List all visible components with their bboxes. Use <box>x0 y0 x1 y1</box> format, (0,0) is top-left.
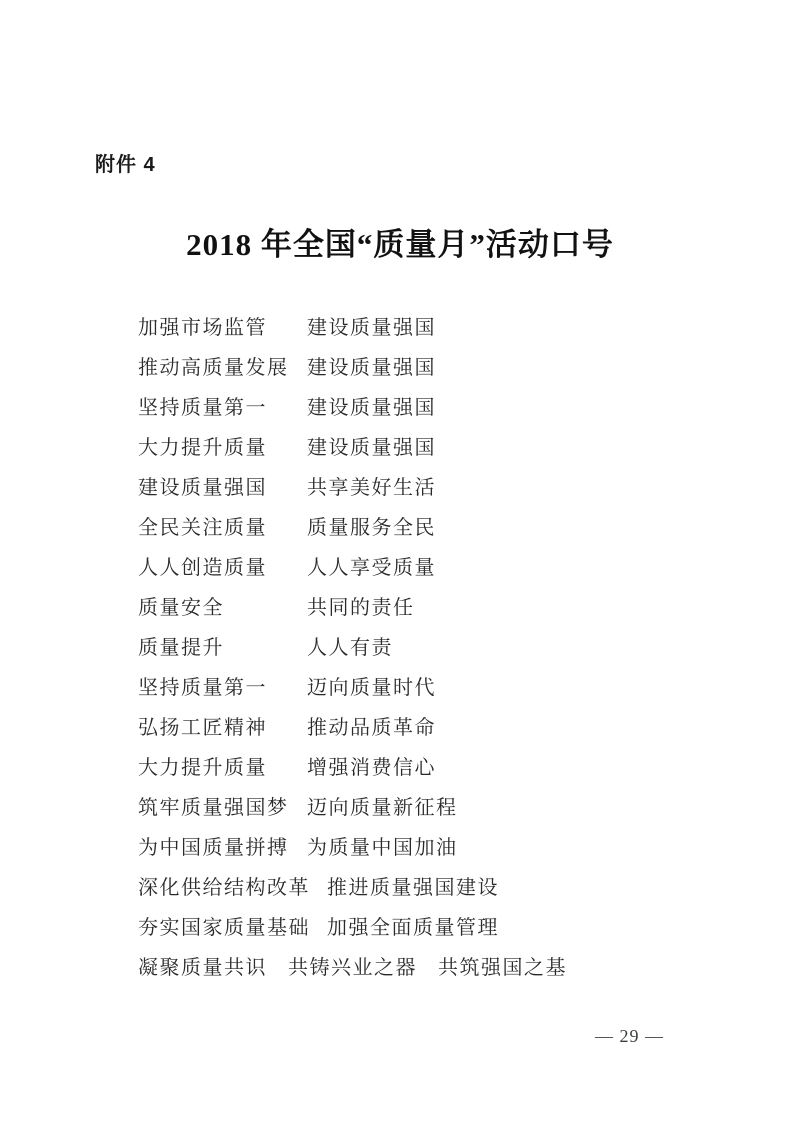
slogan-part: 夯实国家质量基础 <box>138 916 310 939</box>
slogan-row <box>138 545 698 585</box>
slogan-row <box>138 665 698 705</box>
slogan-part: 人人享受质量 <box>307 556 436 579</box>
slogan-part: 推动高质量发展 <box>138 356 289 379</box>
slogan-row <box>138 825 698 865</box>
slogan-part: 筑牢质量强国梦 <box>138 796 289 819</box>
slogan-row <box>138 705 698 745</box>
slogan-part: 共同的责任 <box>307 596 415 619</box>
slogan-row <box>138 585 698 625</box>
slogan-part: 建设质量强国 <box>307 436 436 459</box>
slogan-part: 增强消费信心 <box>307 756 436 779</box>
slogan-row <box>138 385 698 425</box>
slogan-part: 建设质量强国 <box>138 476 267 499</box>
slogan-part: 推进质量强国建设 <box>327 876 499 899</box>
slogan-row <box>138 945 698 985</box>
slogan-row <box>138 785 698 825</box>
slogan-part: 建设质量强国 <box>307 316 436 339</box>
slogan-part: 坚持质量第一 <box>138 676 267 699</box>
slogan-part: 建设质量强国 <box>307 356 436 379</box>
slogan-part: 全民关注质量 <box>138 516 267 539</box>
slogan-list <box>138 305 698 985</box>
slogan-part: 推动品质革命 <box>307 716 436 739</box>
slogan-part: 坚持质量第一 <box>138 396 267 419</box>
slogan-row <box>138 505 698 545</box>
slogan-part: 深化供给结构改革 <box>138 876 310 899</box>
slogan-part: 人人有责 <box>307 636 393 659</box>
slogan-row <box>138 465 698 505</box>
slogan-part: 共筑强国之基 <box>438 956 567 979</box>
slogan-part: 大力提升质量 <box>138 756 267 779</box>
slogan-part: 加强市场监管 <box>138 316 267 339</box>
attachment-label: 附件 4 <box>95 154 156 176</box>
slogan-part: 迈向质量时代 <box>307 676 436 699</box>
slogan-part: 质量提升 <box>138 636 224 659</box>
page-number: — 29 — <box>595 1026 664 1046</box>
slogan-part: 为质量中国加油 <box>307 836 458 859</box>
slogan-part: 凝聚质量共识 <box>138 956 267 979</box>
slogan-part: 加强全面质量管理 <box>327 916 499 939</box>
slogan-part: 建设质量强国 <box>307 396 436 419</box>
slogan-part: 质量安全 <box>138 596 224 619</box>
slogan-row <box>138 865 698 905</box>
slogan-part: 为中国质量拼搏 <box>138 836 289 859</box>
slogan-row <box>138 345 698 385</box>
slogan-part: 共享美好生活 <box>307 476 436 499</box>
slogan-row <box>138 745 698 785</box>
slogan-part: 人人创造质量 <box>138 556 267 579</box>
slogan-row <box>138 905 698 945</box>
slogan-part: 弘扬工匠精神 <box>138 716 267 739</box>
slogan-row <box>138 305 698 345</box>
slogan-part: 迈向质量新征程 <box>307 796 458 819</box>
slogan-part: 大力提升质量 <box>138 436 267 459</box>
slogan-part: 共铸兴业之器 <box>288 956 417 979</box>
slogan-row <box>138 625 698 665</box>
slogan-part: 质量服务全民 <box>307 516 436 539</box>
document-title: 2018 年全国“质量月”活动口号 <box>186 227 614 262</box>
slogan-row <box>138 425 698 465</box>
